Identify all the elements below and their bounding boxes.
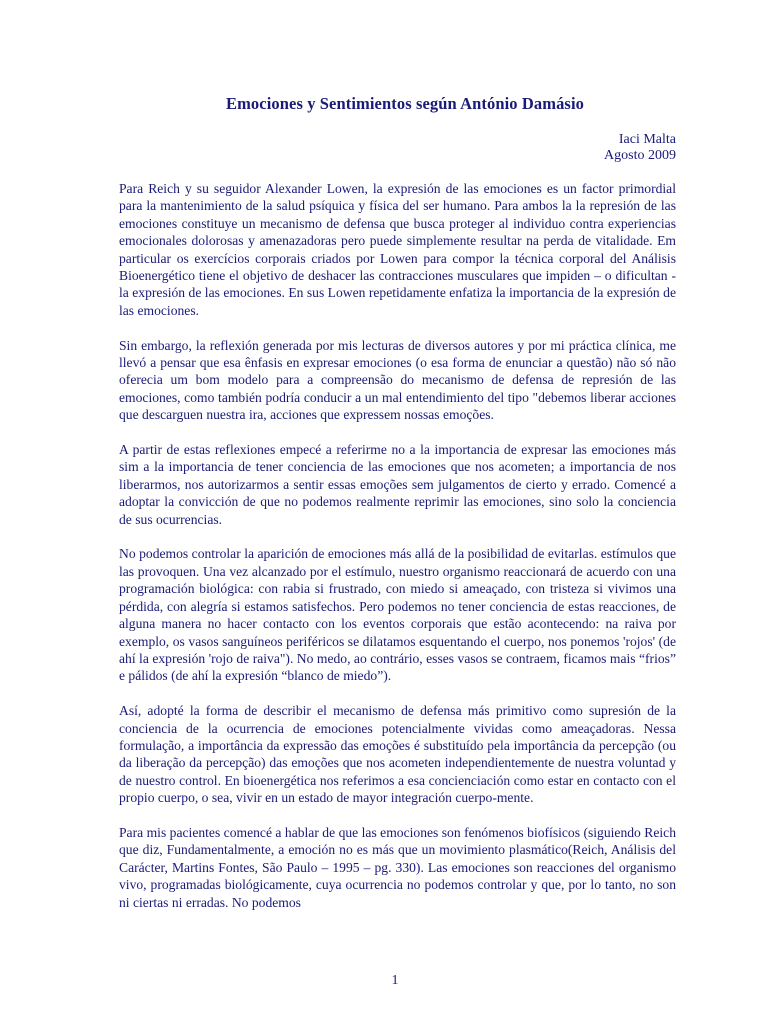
paragraph-3: A partir de estas reflexiones empecé a referirme no a la importancia de expresar las emociones más sim a la importancia de tener conciencia de las emociones que nos acometen; a importancia de nos liberarmos, nos autorizarmos a sentir essas emoções sem julgamentos de cierto y errado. Comencé a adoptar la convicción de que no podemos realmente reprimir las emociones, sino solo la conciencia de sus ocurrencias.: [119, 442, 676, 527]
paragraph-2: Sin embargo, la reflexión generada por mis lecturas de diversos autores y por mi práctica clínica, me llevó a pensar que esa ênfasis en expresar emociones (o esa forma de enunciar a questão) não só não oferecia um bom modelo para a compreensão do mecanismo de defensa de represión de las emociones, como también podría conducir a un mal entendimiento del tipo "debemos liberar acciones que descarguen nuestra ira, acciones que expressem nossas emoções.: [119, 337, 676, 423]
byline: [604, 132, 676, 164]
paragraph-1: Para Reich y su seguidor Alexander Lowen, la expresión de las emociones es un factor primordial para la mantenimiento de la salud psíquica y física del ser humano. Para ambos la la represión de las emociones constituye un mecanismo de defensa que busca proteger al individuo contra experiencias emocionales dolorosas y amenazadoras pero puede simplemente resultar na perda de vitalidade. Em particular os exercícios corporais criados por Lowen para compor la técnica corporal del Análisis Bioenergético tiene el objetivo de deshacer las contracciones musculares que impiden – o dificultan - la expresión de las emociones. En sus Lowen repetidamente enfatiza la importancia de la expresión de las emociones.: [119, 181, 676, 318]
paragraph-6: Para mis pacientes comencé a hablar de que las emociones son fenómenos biofísicos (siguiendo Reich que diz, Fundamentalmente, a emoción no es más que un movimiento plasmático(Reich, Análisis del Carácter, Martins Fontes, São Paulo – 1995 – pg. 330). Las emociones son reacciones del organismo vivo, programadas biológicamente, cuya ocurrencia no podemos controlar y que, por lo tanto, no son ni ciertas ni erradas. No podemos: [119, 824, 676, 910]
author-name: Iaci Malta: [618, 132, 676, 147]
paragraph-4: No podemos controlar la aparición de emociones más allá de la posibilidad de evitarlas. estímulos que las provoquen. Una vez alcanzado por el estímulo, nuestro organismo reaccionará de acuerdo con una programación biológica: con rabia si frustrado, con miedo si ameaçado, con tristeza si vivimos una pérdida, con alegría si estamos satisfechos. Pero podemos no tener conciencia de estas reacciones, de alguna manera no hacer contacto con los eventos corporais que estão acontecendo: na raiva por exemplo, os vasos sanguíneos periféricos se dilatamos esquentando el cuerpo, nos ponemos 'rojos' (de ahí la expresión 'rojo de raiva"). No medo, ao contrário, esses vasos se contraem, ficamos mais “frios” e pálidos (de ahí la expresión “blanco de miedo”).: [119, 546, 676, 684]
document-date: Agosto 2009: [604, 148, 676, 163]
page-number: 1: [391, 973, 399, 988]
document-title: Emociones y Sentimientos según António Damásio: [225, 94, 584, 113]
paragraph-5: Así, adopté la forma de describir el mecanismo de defensa más primitivo como supresión de la conciencia de la ocurrencia de emociones potencialmente vividas como ameaçadoras. Nessa formulação, a importância da expressão das emoções é substituído pela importância da percepção (ou da liberação da percepção) das emoções que nos acometen independientemente de nuestra voluntad y de nuestro control. En bioenergética nos referimos a esa concienciación como estar en contacto con el propio cuerpo, o sea, vivir en un estado de mayor integración cuerpo-mente.: [119, 703, 676, 806]
body-text: [119, 180, 676, 928]
